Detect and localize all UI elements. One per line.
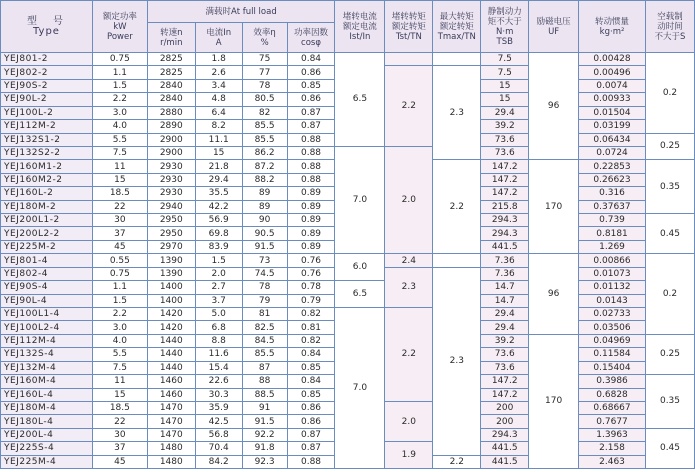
speed-cell: 1400 xyxy=(147,281,195,294)
inertia-cell: 0.04969 xyxy=(579,334,646,347)
static-torque-cell: 147.2 xyxy=(481,160,529,173)
inertia-cell: 0.68667 xyxy=(579,401,646,414)
inertia-cell: 0.7677 xyxy=(579,415,646,428)
type-cell: YEJ160L-2 xyxy=(1,187,93,200)
current-cell: 11.6 xyxy=(195,348,242,361)
power-factor-cell: 0.87 xyxy=(287,442,335,455)
efficiency-cell: 80.5 xyxy=(242,93,287,106)
efficiency-cell: 91.5 xyxy=(242,415,287,428)
power-cell: 1.5 xyxy=(92,79,147,92)
type-cell: YEJ160M2-2 xyxy=(1,173,93,186)
ist-group-cell: 6.5 xyxy=(335,281,385,308)
uf-group-cell: 96 xyxy=(529,53,579,160)
speed-cell: 2950 xyxy=(147,214,195,227)
static-torque-cell: 15 xyxy=(481,93,529,106)
speed-cell: 2950 xyxy=(147,227,195,240)
type-cell: YEJ100L-2 xyxy=(1,106,93,119)
speed-cell: 1420 xyxy=(147,308,195,321)
current-cell: 5.0 xyxy=(195,308,242,321)
power-factor-cell: 0.86 xyxy=(287,66,335,79)
efficiency-cell: 90 xyxy=(242,214,287,227)
power-cell: 30 xyxy=(92,214,147,227)
type-cell: YEJ801-4 xyxy=(1,254,93,267)
speed-cell: 2930 xyxy=(147,187,195,200)
inertia-cell: 0.0724 xyxy=(579,146,646,159)
current-cell: 56.8 xyxy=(195,428,242,441)
uf-group-cell: 170 xyxy=(529,160,579,254)
power-factor-cell: 0.82 xyxy=(287,334,335,347)
current-cell: 6.4 xyxy=(195,106,242,119)
static-torque-cell: 29.4 xyxy=(481,308,529,321)
header-full-load: 满载时At full load xyxy=(147,1,335,23)
power-cell: 2.2 xyxy=(92,308,147,321)
power-cell: 7.5 xyxy=(92,361,147,374)
table-row xyxy=(1,254,695,267)
power-cell: 4.0 xyxy=(92,120,147,133)
efficiency-cell: 78 xyxy=(242,79,287,92)
power-cell: 0.75 xyxy=(92,53,147,66)
type-cell: YEJ90L-2 xyxy=(1,93,93,106)
tmax-group-cell xyxy=(433,254,481,267)
current-cell: 30.3 xyxy=(195,388,242,401)
type-cell: YEJ200L1-2 xyxy=(1,214,93,227)
tst-group-cell: 2.2 xyxy=(385,308,433,402)
current-cell: 2.7 xyxy=(195,281,242,294)
power-cell: 45 xyxy=(92,240,147,253)
speed-cell: 2930 xyxy=(147,173,195,186)
efficiency-cell: 81 xyxy=(242,308,287,321)
inertia-cell: 0.8181 xyxy=(579,227,646,240)
speed-cell: 2840 xyxy=(147,79,195,92)
power-factor-cell: 0.89 xyxy=(287,227,335,240)
efficiency-cell: 91.5 xyxy=(242,240,287,253)
brake-group-cell: 0.45 xyxy=(645,214,694,254)
power-factor-cell: 0.89 xyxy=(287,187,335,200)
type-cell: YEJ112M-4 xyxy=(1,334,93,347)
static-torque-cell: 147.2 xyxy=(481,173,529,186)
efficiency-cell: 89 xyxy=(242,187,287,200)
tst-group-cell: 2.0 xyxy=(385,401,433,441)
static-torque-cell: 14.7 xyxy=(481,281,529,294)
current-cell: 21.8 xyxy=(195,160,242,173)
header-row-1 xyxy=(1,1,695,23)
tmax-group-cell: 2.3 xyxy=(433,66,481,160)
efficiency-cell: 82.5 xyxy=(242,321,287,334)
current-cell: 15.4 xyxy=(195,361,242,374)
brake-group-cell: 0.2 xyxy=(645,53,694,134)
efficiency-cell: 88 xyxy=(242,375,287,388)
inertia-cell: 0.06434 xyxy=(579,133,646,146)
power-cell: 37 xyxy=(92,442,147,455)
power-cell: 3.0 xyxy=(92,106,147,119)
power-factor-cell: 0.88 xyxy=(287,133,335,146)
speed-cell: 1420 xyxy=(147,321,195,334)
power-factor-cell: 0.87 xyxy=(287,428,335,441)
static-torque-cell: 294.3 xyxy=(481,428,529,441)
header-static-torque: 静制动力 矩不大于 N·m TSB xyxy=(481,1,529,53)
static-torque-cell: 7.5 xyxy=(481,66,529,79)
efficiency-cell: 92.3 xyxy=(242,455,287,468)
power-cell: 4.0 xyxy=(92,334,147,347)
brake-group-cell: 0.45 xyxy=(645,428,694,468)
efficiency-cell: 84.5 xyxy=(242,334,287,347)
inertia-cell: 0.03199 xyxy=(579,120,646,133)
power-cell: 1.1 xyxy=(92,66,147,79)
speed-cell: 2880 xyxy=(147,106,195,119)
type-cell: YEJ802-4 xyxy=(1,267,93,280)
type-cell: YEJ801-2 xyxy=(1,53,93,66)
current-cell: 70.4 xyxy=(195,442,242,455)
type-cell: YEJ225M-2 xyxy=(1,240,93,253)
power-cell: 18.5 xyxy=(92,401,147,414)
power-factor-cell: 0.89 xyxy=(287,214,335,227)
static-torque-cell: 441.5 xyxy=(481,455,529,468)
header-power: 额定功率 kW Power xyxy=(92,1,147,53)
inertia-cell: 0.02733 xyxy=(579,308,646,321)
ist-group-cell: 6.0 xyxy=(335,254,385,281)
current-cell: 6.8 xyxy=(195,321,242,334)
table-row xyxy=(1,281,695,294)
static-torque-cell: 73.6 xyxy=(481,348,529,361)
power-cell: 2.2 xyxy=(92,93,147,106)
speed-cell: 2840 xyxy=(147,93,195,106)
static-torque-cell: 147.2 xyxy=(481,375,529,388)
power-factor-cell: 0.82 xyxy=(287,308,335,321)
uf-group-cell: 96 xyxy=(529,254,579,335)
inertia-cell: 0.01132 xyxy=(579,281,646,294)
efficiency-cell: 73 xyxy=(242,254,287,267)
current-cell: 8.8 xyxy=(195,334,242,347)
power-factor-cell: 0.86 xyxy=(287,401,335,414)
type-cell: YEJ200L-4 xyxy=(1,428,93,441)
static-torque-cell: 73.6 xyxy=(481,133,529,146)
efficiency-cell: 79 xyxy=(242,294,287,307)
inertia-cell: 1.269 xyxy=(579,240,646,253)
power-cell: 7.5 xyxy=(92,146,147,159)
efficiency-cell: 86.2 xyxy=(242,146,287,159)
brake-group-cell: 0.2 xyxy=(645,254,694,335)
current-cell: 4.8 xyxy=(195,93,242,106)
power-factor-cell: 0.87 xyxy=(287,106,335,119)
table-row xyxy=(1,146,695,159)
tmax-group-cell: 2.3 xyxy=(433,267,481,455)
inertia-cell: 0.316 xyxy=(579,187,646,200)
static-torque-cell: 200 xyxy=(481,401,529,414)
power-factor-cell: 0.88 xyxy=(287,455,335,468)
header-type: 型 号 Type xyxy=(1,1,93,53)
static-torque-cell: 7.36 xyxy=(481,267,529,280)
current-cell: 42.5 xyxy=(195,415,242,428)
inertia-cell: 0.15404 xyxy=(579,361,646,374)
efficiency-cell: 77 xyxy=(242,66,287,79)
header-power-factor: 功率因数 cosφ xyxy=(287,23,335,53)
header-excitation-voltage: 励磁电压 UF xyxy=(529,1,579,53)
speed-cell: 2970 xyxy=(147,240,195,253)
static-torque-cell: 7.5 xyxy=(481,53,529,66)
power-cell: 15 xyxy=(92,173,147,186)
tst-group-cell: 2.0 xyxy=(385,146,433,253)
efficiency-cell: 75 xyxy=(242,53,287,66)
power-factor-cell: 0.88 xyxy=(287,173,335,186)
type-cell: YEJ160M1-2 xyxy=(1,160,93,173)
efficiency-cell: 87.2 xyxy=(242,160,287,173)
current-cell: 35.9 xyxy=(195,401,242,414)
static-torque-cell: 7.36 xyxy=(481,254,529,267)
inertia-cell: 0.11584 xyxy=(579,348,646,361)
current-cell: 83.9 xyxy=(195,240,242,253)
power-factor-cell: 0.85 xyxy=(287,79,335,92)
current-cell: 1.5 xyxy=(195,254,242,267)
static-torque-cell: 15 xyxy=(481,79,529,92)
type-cell: YEJ90S-4 xyxy=(1,281,93,294)
power-cell: 30 xyxy=(92,428,147,441)
speed-cell: 2825 xyxy=(147,53,195,66)
tst-group-cell xyxy=(385,53,433,66)
speed-cell: 1480 xyxy=(147,455,195,468)
header-locked-torque: 堵转转矩 额定转矩 Tst/TN xyxy=(385,1,433,53)
inertia-cell: 2.463 xyxy=(579,455,646,468)
inertia-cell: 0.0143 xyxy=(579,294,646,307)
type-cell: YEJ90S-2 xyxy=(1,79,93,92)
inertia-cell: 0.03506 xyxy=(579,321,646,334)
static-torque-cell: 14.7 xyxy=(481,294,529,307)
static-torque-cell: 441.5 xyxy=(481,442,529,455)
current-cell: 1.8 xyxy=(195,53,242,66)
efficiency-cell: 85.5 xyxy=(242,348,287,361)
inertia-cell: 0.00496 xyxy=(579,66,646,79)
tst-group-cell: 2.4 xyxy=(385,254,433,267)
tmax-group-cell: 2.2 xyxy=(433,160,481,254)
inertia-cell: 0.01504 xyxy=(579,106,646,119)
static-torque-cell: 215.8 xyxy=(481,200,529,213)
table-row xyxy=(1,53,695,66)
power-factor-cell: 0.78 xyxy=(287,281,335,294)
brake-group-cell: 0.25 xyxy=(645,334,694,374)
power-factor-cell: 0.88 xyxy=(287,160,335,173)
current-cell: 2.6 xyxy=(195,66,242,79)
inertia-cell: 0.22853 xyxy=(579,160,646,173)
power-cell: 18.5 xyxy=(92,187,147,200)
tst-group-cell: 2.2 xyxy=(385,66,433,147)
power-cell: 45 xyxy=(92,455,147,468)
power-factor-cell: 0.89 xyxy=(287,240,335,253)
speed-cell: 2940 xyxy=(147,200,195,213)
static-torque-cell: 39.2 xyxy=(481,120,529,133)
inertia-cell: 1.3963 xyxy=(579,428,646,441)
efficiency-cell: 88.2 xyxy=(242,173,287,186)
speed-cell: 1400 xyxy=(147,294,195,307)
power-factor-cell: 0.85 xyxy=(287,361,335,374)
power-cell: 11 xyxy=(92,160,147,173)
static-torque-cell: 147.2 xyxy=(481,388,529,401)
efficiency-cell: 82 xyxy=(242,106,287,119)
brake-group-cell: 0.35 xyxy=(645,375,694,429)
power-factor-cell: 0.84 xyxy=(287,348,335,361)
type-cell: YEJ132M-4 xyxy=(1,361,93,374)
type-cell: YEJ225M-4 xyxy=(1,455,93,468)
speed-cell: 1460 xyxy=(147,388,195,401)
static-torque-cell: 29.4 xyxy=(481,106,529,119)
type-cell: YEJ132S-4 xyxy=(1,348,93,361)
tst-group-cell: 2.3 xyxy=(385,267,433,307)
speed-cell: 1470 xyxy=(147,415,195,428)
power-factor-cell: 0.86 xyxy=(287,93,335,106)
power-factor-cell: 0.86 xyxy=(287,415,335,428)
inertia-cell: 0.37637 xyxy=(579,200,646,213)
inertia-cell: 0.0074 xyxy=(579,79,646,92)
static-torque-cell: 200 xyxy=(481,415,529,428)
speed-cell: 2825 xyxy=(147,66,195,79)
current-cell: 35.5 xyxy=(195,187,242,200)
speed-cell: 2900 xyxy=(147,146,195,159)
current-cell: 3.7 xyxy=(195,294,242,307)
static-torque-cell: 39.2 xyxy=(481,334,529,347)
inertia-cell: 2.158 xyxy=(579,442,646,455)
power-cell: 15 xyxy=(92,388,147,401)
power-factor-cell: 0.76 xyxy=(287,267,335,280)
type-cell: YEJ200L2-2 xyxy=(1,227,93,240)
header-inertia: 转动惯量 kg·m² xyxy=(579,1,646,53)
brake-group-cell: 0.25 xyxy=(645,133,694,160)
header-braking-time: 空载制 动时间 不大于S xyxy=(645,1,694,53)
speed-cell: 2930 xyxy=(147,160,195,173)
power-cell: 0.75 xyxy=(92,267,147,280)
header-speed: 转速n r/min xyxy=(147,23,195,53)
efficiency-cell: 92.2 xyxy=(242,428,287,441)
ist-group-cell: 6.5 xyxy=(335,53,385,147)
speed-cell: 1480 xyxy=(147,442,195,455)
inertia-cell: 0.739 xyxy=(579,214,646,227)
type-cell: YEJ100L1-4 xyxy=(1,308,93,321)
efficiency-cell: 89 xyxy=(242,200,287,213)
inertia-cell: 0.6828 xyxy=(579,388,646,401)
inertia-cell: 0.00866 xyxy=(579,254,646,267)
type-cell: YEJ180M-2 xyxy=(1,200,93,213)
power-factor-cell: 0.84 xyxy=(287,53,335,66)
power-cell: 1.5 xyxy=(92,294,147,307)
speed-cell: 1440 xyxy=(147,348,195,361)
speed-cell: 2900 xyxy=(147,133,195,146)
speed-cell: 1460 xyxy=(147,375,195,388)
efficiency-cell: 85.5 xyxy=(242,120,287,133)
speed-cell: 1440 xyxy=(147,361,195,374)
efficiency-cell: 90.5 xyxy=(242,227,287,240)
type-cell: YEJ160L-4 xyxy=(1,388,93,401)
speed-cell: 1470 xyxy=(147,428,195,441)
table-row xyxy=(1,308,695,321)
current-cell: 69.8 xyxy=(195,227,242,240)
current-cell: 3.4 xyxy=(195,79,242,92)
tmax-group-cell: 2.2 xyxy=(433,455,481,468)
current-cell: 42.2 xyxy=(195,200,242,213)
current-cell: 2.0 xyxy=(195,267,242,280)
uf-group-cell: 170 xyxy=(529,334,579,468)
static-torque-cell: 294.3 xyxy=(481,214,529,227)
power-cell: 22 xyxy=(92,415,147,428)
header-max-torque: 最大转矩 额定转矩 Tmax/TN xyxy=(433,1,481,53)
current-cell: 11.1 xyxy=(195,133,242,146)
static-torque-cell: 441.5 xyxy=(481,240,529,253)
current-cell: 22.6 xyxy=(195,375,242,388)
type-cell: YEJ180L-4 xyxy=(1,415,93,428)
type-cell: YEJ160M-4 xyxy=(1,375,93,388)
static-torque-cell: 147.2 xyxy=(481,187,529,200)
static-torque-cell: 294.3 xyxy=(481,227,529,240)
power-factor-cell: 0.87 xyxy=(287,120,335,133)
efficiency-cell: 88.5 xyxy=(242,388,287,401)
type-cell: YEJ112M-2 xyxy=(1,120,93,133)
current-cell: 15 xyxy=(195,146,242,159)
efficiency-cell: 78 xyxy=(242,281,287,294)
header-efficiency: 效率η % xyxy=(242,23,287,53)
power-cell: 5.5 xyxy=(92,133,147,146)
efficiency-cell: 87 xyxy=(242,361,287,374)
current-cell: 29.4 xyxy=(195,173,242,186)
efficiency-cell: 85.5 xyxy=(242,133,287,146)
efficiency-cell: 91.8 xyxy=(242,442,287,455)
brake-group-cell: 0.35 xyxy=(645,160,694,214)
power-factor-cell: 0.79 xyxy=(287,294,335,307)
type-cell: YEJ90L-4 xyxy=(1,294,93,307)
inertia-cell: 0.3986 xyxy=(579,375,646,388)
power-cell: 5.5 xyxy=(92,348,147,361)
current-cell: 84.2 xyxy=(195,455,242,468)
header-locked-current: 堵转电流 额定电流 Ist/In xyxy=(335,1,385,53)
power-factor-cell: 0.88 xyxy=(287,146,335,159)
speed-cell: 1440 xyxy=(147,334,195,347)
current-cell: 56.9 xyxy=(195,214,242,227)
power-factor-cell: 0.89 xyxy=(287,200,335,213)
efficiency-cell: 91 xyxy=(242,401,287,414)
tmax-group-cell xyxy=(433,53,481,66)
ist-group-cell: 7.0 xyxy=(335,146,385,253)
inertia-cell: 0.00933 xyxy=(579,93,646,106)
power-factor-cell: 0.81 xyxy=(287,321,335,334)
static-torque-cell: 73.6 xyxy=(481,361,529,374)
power-cell: 0.55 xyxy=(92,254,147,267)
ist-group-cell: 7.0 xyxy=(335,308,385,469)
static-torque-cell: 29.4 xyxy=(481,321,529,334)
speed-cell: 2890 xyxy=(147,120,195,133)
type-cell: YEJ180M-4 xyxy=(1,401,93,414)
speed-cell: 1390 xyxy=(147,254,195,267)
header-current: 电流In A xyxy=(195,23,242,53)
type-cell: YEJ802-2 xyxy=(1,66,93,79)
tst-group-cell: 1.9 xyxy=(385,442,433,469)
current-cell: 8.2 xyxy=(195,120,242,133)
power-factor-cell: 0.76 xyxy=(287,254,335,267)
power-cell: 11 xyxy=(92,375,147,388)
type-cell: YEJ132S1-2 xyxy=(1,133,93,146)
power-cell: 37 xyxy=(92,227,147,240)
power-cell: 1.1 xyxy=(92,281,147,294)
efficiency-cell: 74.5 xyxy=(242,267,287,280)
inertia-cell: 0.00428 xyxy=(579,53,646,66)
power-factor-cell: 0.84 xyxy=(287,375,335,388)
power-factor-cell: 0.85 xyxy=(287,388,335,401)
power-cell: 3.0 xyxy=(92,321,147,334)
type-cell: YEJ100L2-4 xyxy=(1,321,93,334)
inertia-cell: 0.26623 xyxy=(579,173,646,186)
speed-cell: 1470 xyxy=(147,401,195,414)
static-torque-cell: 73.6 xyxy=(481,146,529,159)
type-cell: YEJ132S2-2 xyxy=(1,146,93,159)
inertia-cell: 0.01073 xyxy=(579,267,646,280)
speed-cell: 1390 xyxy=(147,267,195,280)
power-cell: 22 xyxy=(92,200,147,213)
type-cell: YEJ225S-4 xyxy=(1,442,93,455)
